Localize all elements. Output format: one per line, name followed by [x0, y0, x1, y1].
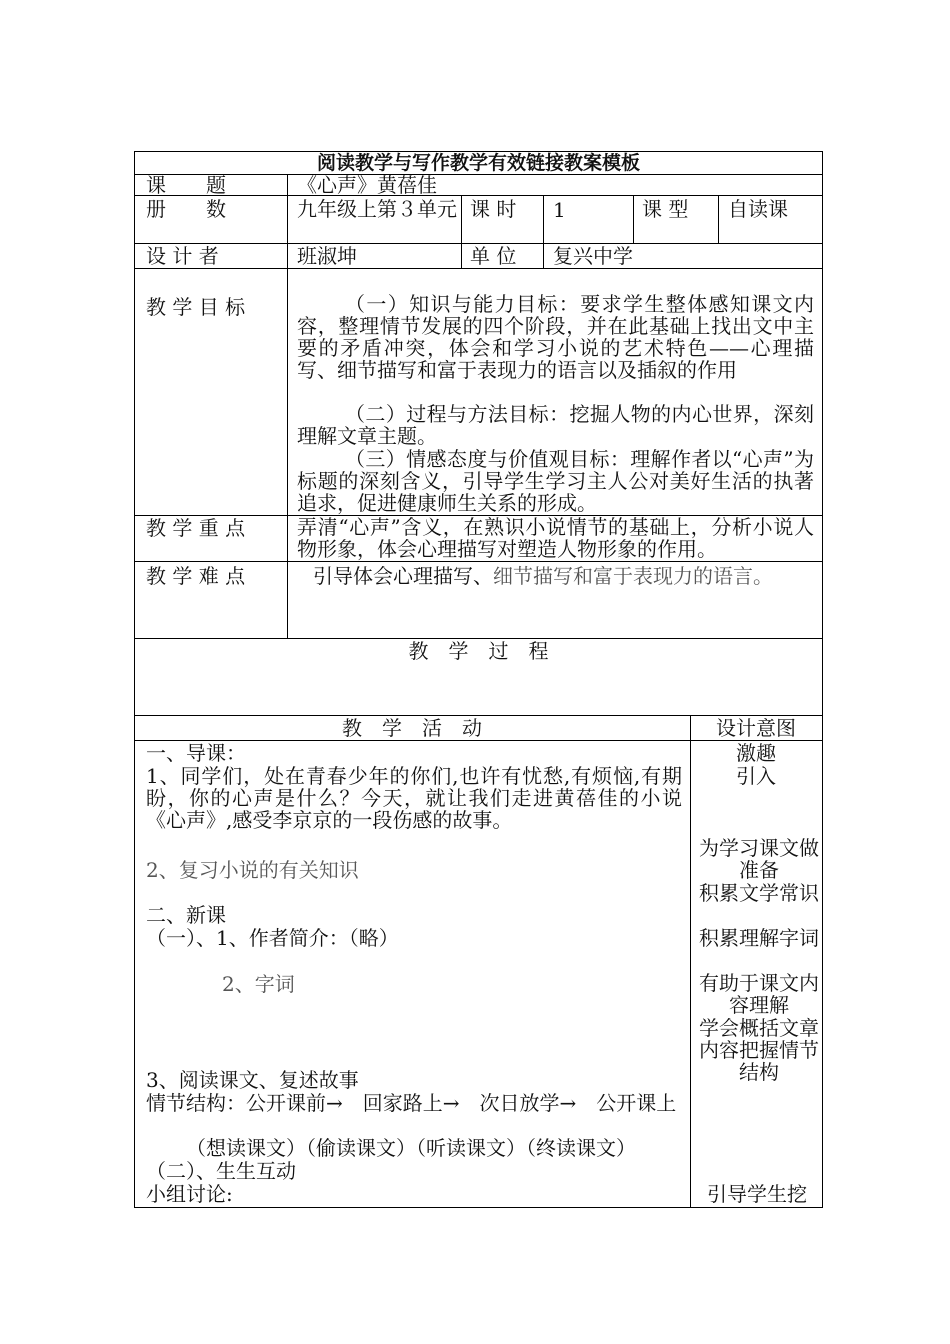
- difficulty-value: [313, 565, 773, 587]
- plot-structure: 情节结构：公开课前→ 回家路上→ 次日放学→ 公开课上: [146, 1091, 677, 1115]
- difficulty-label: 教 学 难 点: [146, 564, 246, 588]
- intent-item: 学会概括文章内容把握情节结构: [699, 1016, 819, 1084]
- book-value: 九年级上第３单元: [297, 197, 457, 221]
- column-divider: [543, 195, 544, 268]
- author-item: （一）、1、作者简介：（略）: [146, 926, 399, 950]
- table-border-bottom: [134, 1207, 823, 1208]
- book-label: 册 数: [146, 197, 226, 221]
- designer-value: 班淑坤: [297, 244, 357, 268]
- intent-item: 引导学生挖: [707, 1182, 807, 1206]
- row-divider: [134, 268, 823, 269]
- intent-item: 积累理解字词: [699, 926, 819, 950]
- intent-item: 引入: [736, 764, 776, 788]
- unit-label: 单 位: [470, 244, 517, 268]
- table-border-left: [134, 151, 135, 1207]
- topic-label: 课 题: [146, 173, 226, 197]
- intent-heading: 设计意图: [716, 716, 796, 740]
- intent-item: 积累文学常识: [699, 881, 819, 905]
- process-heading: 教 学 过 程: [408, 639, 549, 663]
- group-discussion: 小组讨论:: [146, 1182, 233, 1206]
- column-divider: [461, 195, 462, 268]
- row-divider: [134, 561, 823, 562]
- unit-value: 复兴中学: [553, 244, 633, 268]
- intent-item: 为学习课文做准备: [699, 836, 819, 882]
- goal-process: （二）过程与方法目标：挖掘人物的内心世界，深刻理解文章主题。: [297, 402, 814, 448]
- focus-value: 弄清“心声”含义，在熟识小说情节的基础上，分析小说人物形象，体会心理描写对塑造人物形象的作用。: [297, 515, 814, 561]
- hours-value: 1: [553, 198, 566, 222]
- interaction-heading: （二）、生生互动: [146, 1159, 296, 1183]
- difficulty-value-part-2: 细节描写和富于表现力的语言。: [493, 564, 773, 588]
- topic-value: 《心声》黄蓓佳: [297, 173, 437, 197]
- goals-label: 教 学 目 标: [146, 295, 246, 319]
- activity-heading: 教 学 活 动: [342, 716, 482, 740]
- type-label: 课 型: [642, 197, 689, 221]
- plot-readings: （想读课文）（偷读课文）（听读课文）（终读课文）: [186, 1136, 636, 1160]
- goal-emotion: （三）情感态度与价值观目标：理解作者以“心声”为标题的深刻含义，引导学生学习主人公对美好生活的执著追求，促进健康师生关系的形成。: [297, 447, 814, 515]
- hours-label: 课 时: [470, 197, 517, 221]
- read-item: 3、阅读课文、复述故事: [146, 1068, 359, 1092]
- row-divider: [134, 195, 823, 196]
- column-divider: [718, 195, 719, 243]
- intent-item: 有助于课文内容理解: [699, 971, 819, 1017]
- goal-knowledge: （一）知识与能力目标：要求学生整体感知课文内容，整理情节发展的四个阶段，并在此基础上找出文中主要的矛盾冲突，体会和学习小说的艺术特色——心理描写、细节描写和富于表现力的语言以及插叙的作用: [297, 292, 814, 382]
- intro-heading: 一、导课：: [146, 741, 246, 765]
- difficulty-value-part-1: 引导体会心理描写、: [313, 564, 493, 588]
- designer-label: 设 计 者: [146, 244, 219, 268]
- document-title: 阅读教学与写作教学有效链接教案模板: [316, 152, 640, 174]
- review-item: 2、复习小说的有关知识: [146, 858, 359, 882]
- row-divider: [134, 174, 823, 175]
- column-divider: [287, 174, 288, 638]
- column-divider: [633, 195, 634, 243]
- column-divider: [690, 715, 691, 1207]
- table-border-right: [822, 151, 823, 1207]
- type-value: 自读课: [728, 197, 788, 221]
- focus-label: 教 学 重 点: [146, 516, 246, 540]
- new-lesson-heading: 二、新课: [146, 903, 226, 927]
- intent-item: 激趣: [736, 741, 776, 765]
- words-item: 2、字词: [222, 972, 295, 996]
- intro-text: 1、同学们，处在青春少年的你们,也许有忧愁,有烦恼,有期盼，你的心声是什么？今天，就让我们走进黄蓓佳的小说《心声》,感受李京京的一段伤感的故事。: [146, 764, 682, 832]
